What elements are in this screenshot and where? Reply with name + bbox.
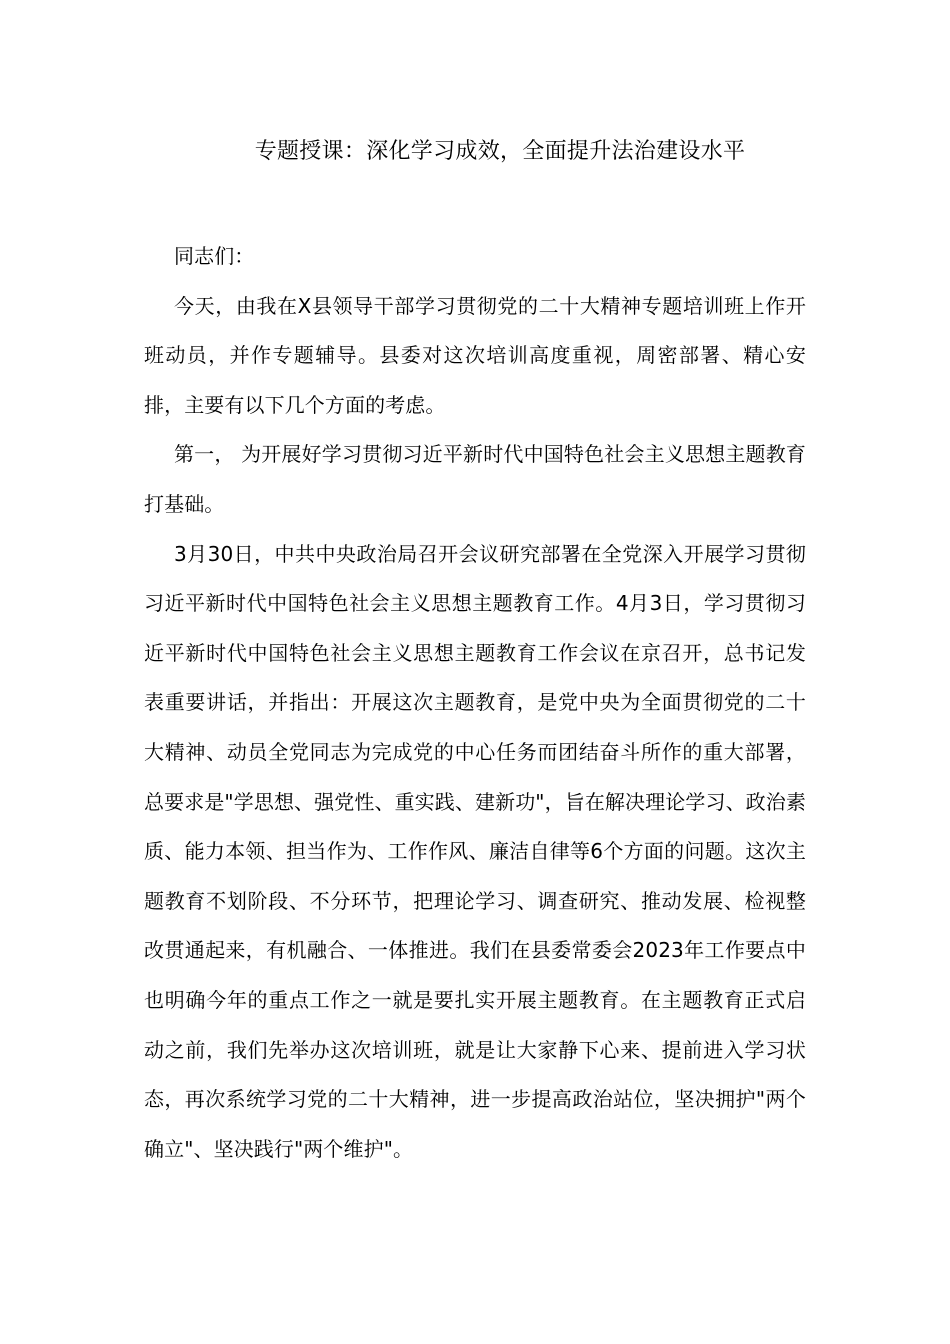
paragraph-2: 第一， 为开展好学习贯彻习近平新时代中国特色社会主义思想主题教育打基础。 [144,442,806,516]
document-body [144,232,806,1174]
paragraph-3: 3月30日，中共中央政治局召开会议研究部署在全党深入开展学习贯彻习近平新时代中国特色社会主义思想主题教育工作。4月3日，学习贯彻习近平新时代中国特色社会主义思想主题教育工作会议在京召开，总书记发表重要讲话，并指出：开展这次主题教育，是党中央为全面贯彻党的二十大精神、动员全党同志为完成党的中心任务而团结奋斗所作的重大部署，总要求是"学思想、强党性、重实践、建新功"，旨在解决理论学习、政治素质、能力本领、担当作为、工作作风、廉洁自律等6个方面的问题。这次主题教育不划阶段、不分环节，把理论学习、调查研究、推动发展、检视整改贯通起来，有机融合、一体推进。我们在县委常委会2023年工作要点中也明确今年的重点工作之一就是要扎实开展主题教育。在主题教育正式启动之前，我们先举办这次培训班，就是让大家静下心来、提前进入学习状态，再次系统学习党的二十大精神，进一步提高政治站位，坚决拥护"两个确立"、坚决践行"两个维护"。 [144,541,806,1161]
salutation: 同志们： [174,244,255,268]
paragraph-1: 今天，由我在X县领导干部学习贯彻党的二十大精神专题培训班上作开班动员，并作专题辅导。县委对这次培训高度重视，周密部署、精心安排，主要有以下几个方面的考虑。 [144,293,806,417]
document-title: 专题授课：深化学习成效，全面提升法治建设水平 [254,139,746,164]
